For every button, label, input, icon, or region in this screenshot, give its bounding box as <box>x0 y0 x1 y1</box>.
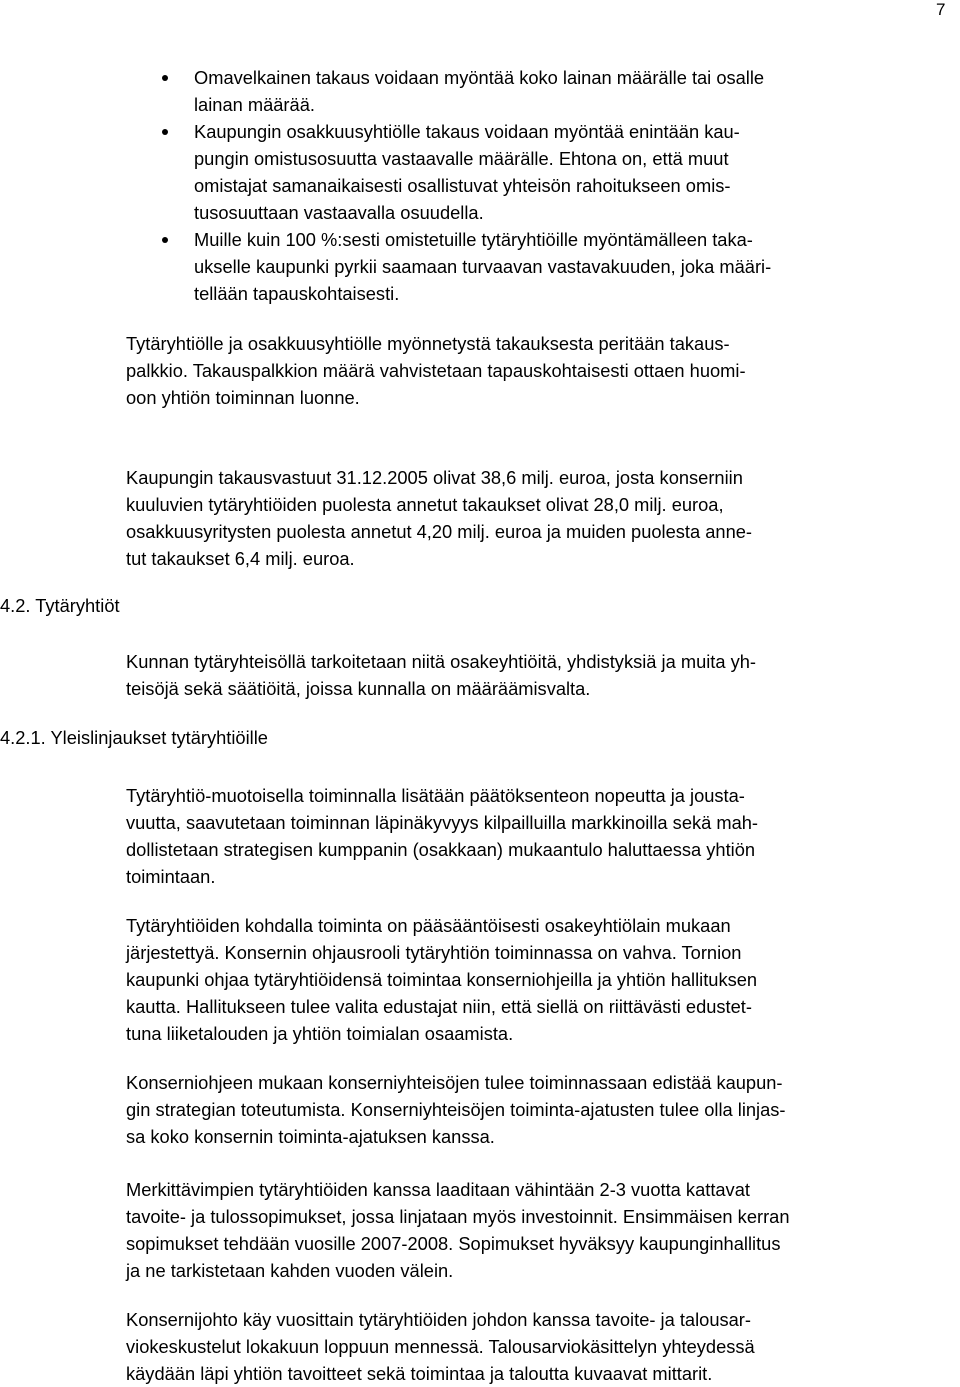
section-heading-4-2: 4.2. Tytäryhtiöt <box>0 595 120 616</box>
bullet-icon <box>162 129 168 135</box>
text-line: palkkio. Takauspalkkion määrä vahvistetaan tapauskohtaisesti ottaen huomi- <box>126 360 746 381</box>
paragraph-target-agreements <box>126 1176 938 1284</box>
guarantee-bullet-list <box>0 64 960 307</box>
text-line: Tytäryhtiö-muotoisella toiminnalla lisätään päätöksenteon nopeutta ja jousta- <box>126 785 745 806</box>
list-item <box>0 118 960 226</box>
text-line: lainan määrää. <box>194 94 315 115</box>
paragraph-subsidiary-form <box>126 782 938 890</box>
text-line: Kaupungin osakkuusyhtiölle takaus voidaan myöntää enintään kau- <box>194 121 740 142</box>
text-line: tellään tapauskohtaisesti. <box>194 283 400 304</box>
text-line: teisöjä sekä säätiöitä, joissa kunnalla on määräämisvalta. <box>126 678 591 699</box>
bullet-icon <box>162 75 168 81</box>
text-line: Konserniohjeen mukaan konserniyhteisöjen tulee toiminnassaan edistää kaupun- <box>126 1072 783 1093</box>
paragraph-subsidiary-governance <box>126 912 938 1047</box>
text-line: ja ne tarkistetaan kahden vuoden välein. <box>126 1260 454 1281</box>
text-line: gin strategian toteutumista. Konserniyhteisöjen toiminta-ajatusten tulee olla linjas- <box>126 1099 786 1120</box>
text-line: tavoite- ja tulossopimukset, jossa linjataan myös investoinnit. Ensimmäisen kerran <box>126 1206 790 1227</box>
text-line: Merkittävimpien tytäryhtiöiden kanssa laaditaan vähintään 2-3 vuotta kattavat <box>126 1179 750 1200</box>
text-line: käydään läpi yhtiön tavoitteet sekä toimintaa ja taloutta kuvaavat mittarit. <box>126 1363 713 1384</box>
text-line: Tytäryhtiöiden kohdalla toiminta on pääsääntöisesti osakeyhtiölain mukaan <box>126 915 731 936</box>
text-line: oon yhtiön toiminnan luonne. <box>126 387 360 408</box>
text-line: Konsernijohto käy vuosittain tytäryhtiöiden johdon kanssa tavoite- ja talousar- <box>126 1309 751 1330</box>
paragraph-group-guidelines <box>126 1069 938 1150</box>
section-heading-4-2-1: 4.2.1. Yleislinjaukset tytäryhtiöille <box>0 727 268 748</box>
text-line: kuuluvien tytäryhtiöiden puolesta annetut takaukset olivat 28,0 milj. euroa, <box>126 494 724 515</box>
text-line: sopimukset tehdään vuosille 2007-2008. Sopimukset hyväksyy kaupunginhallitus <box>126 1233 781 1254</box>
text-line: Omavelkainen takaus voidaan myöntää koko lainan määrälle tai osalle <box>194 67 765 88</box>
text-line: Kaupungin takausvastuut 31.12.2005 olivat 38,6 milj. euroa, josta konserniin <box>126 467 743 488</box>
text-line: kaupunki ohjaa tytäryhtiöidensä toimintaa konserniohjeilla ja yhtiön hallituksen <box>126 969 758 990</box>
text-line: tusosuuttaan vastaavalla osuudella. <box>194 202 484 223</box>
text-line: Tytäryhtiölle ja osakkuusyhtiölle myönnetystä takauksesta peritään takaus- <box>126 333 730 354</box>
text-line: tuna liiketalouden ja yhtiön toimialan osaamista. <box>126 1023 514 1044</box>
bullet-icon <box>162 237 168 243</box>
paragraph-subsidiary-definition <box>126 648 938 702</box>
text-line: viokeskustelut lokakuun loppuun mennessä. Talousarviokäsittelyn yhteydessä <box>126 1336 755 1357</box>
text-line: omistajat samanaikaisesti osallistuvat yhteisön rahoitukseen omis- <box>194 175 731 196</box>
paragraph-guarantee-liabilities <box>126 464 938 572</box>
text-line: tut takaukset 6,4 milj. euroa. <box>126 548 355 569</box>
paragraph-guarantee-fee <box>126 330 938 411</box>
list-item <box>0 64 960 118</box>
paragraph-budget-discussions <box>126 1306 938 1387</box>
text-line: Muille kuin 100 %:sesti omistetuille tytäryhtiöille myöntämälleen taka- <box>194 229 753 250</box>
text-line: pungin omistusosuutta vastaavalle määrälle. Ehtona on, että muut <box>194 148 729 169</box>
text-line: toimintaan. <box>126 866 216 887</box>
text-line: kautta. Hallitukseen tulee valita edustajat niin, että siellä on riittävästi edustet- <box>126 996 752 1017</box>
text-line: dollistetaan strategisen kumppanin (osakkaan) mukaantulo haluttaessa yhtiön <box>126 839 756 860</box>
list-item <box>0 226 960 307</box>
page-number: 7 <box>936 0 946 19</box>
text-line: järjestettyä. Konsernin ohjausrooli tytäryhtiön toiminnassa on vahva. Tornion <box>126 942 742 963</box>
text-line: sa koko konsernin toiminta-ajatuksen kanssa. <box>126 1126 495 1147</box>
text-line: Kunnan tytäryhteisöllä tarkoitetaan niitä osakeyhtiöitä, yhdistyksiä ja muita yh- <box>126 651 757 672</box>
text-line: ukselle kaupunki pyrkii saamaan turvaavan vastavakuuden, joka määri- <box>194 256 772 277</box>
text-line: osakkuusyritysten puolesta annetut 4,20 milj. euroa ja muiden puolesta anne- <box>126 521 753 542</box>
text-line: vuutta, saavutetaan toiminnan läpinäkyvyys kilpailluilla markkinoilla sekä mah- <box>126 812 759 833</box>
